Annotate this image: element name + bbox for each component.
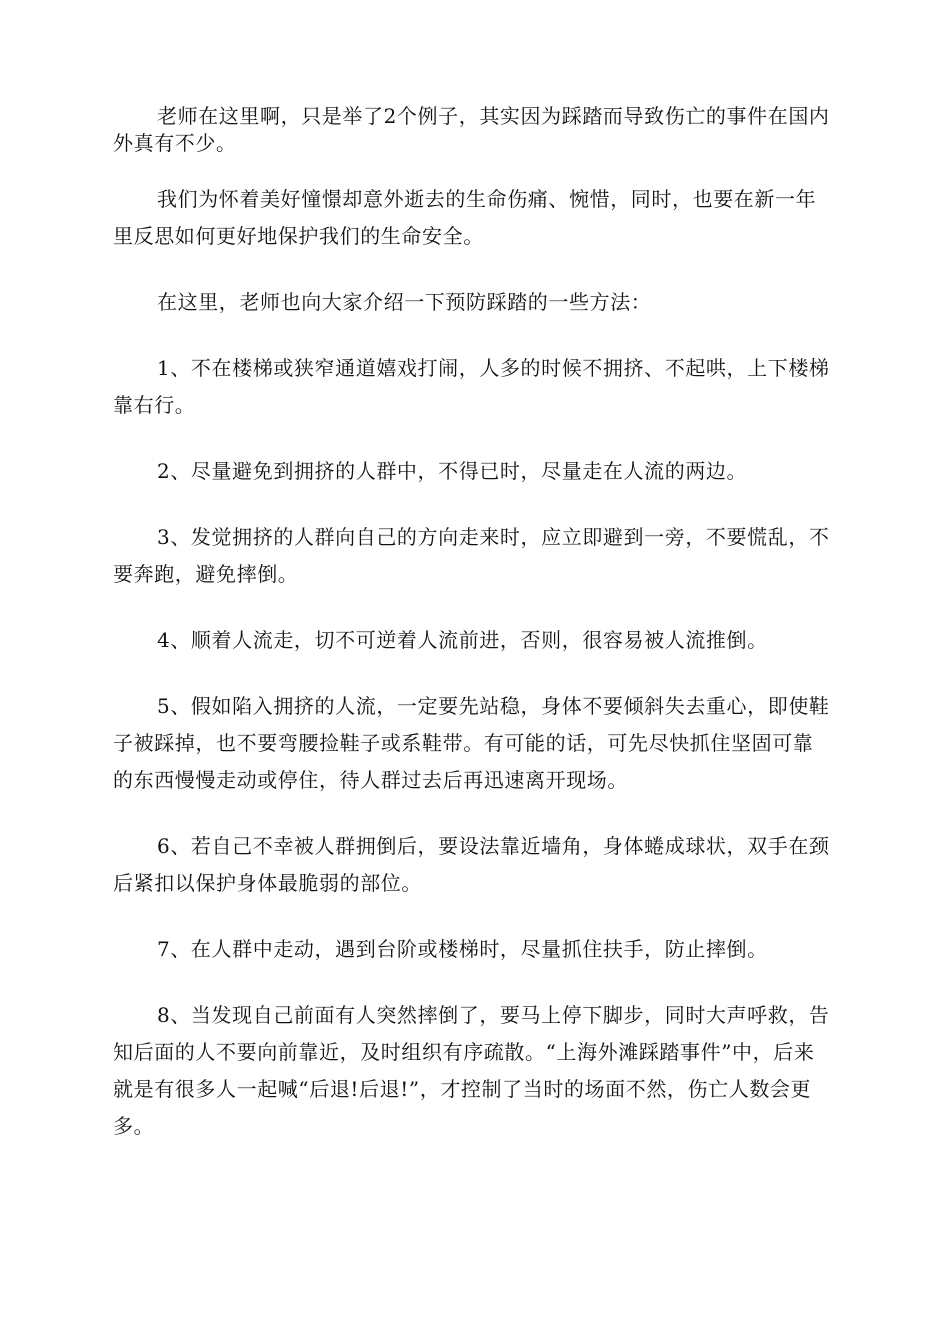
paragraph-intro-examples: 老师在这里啊，只是举了2个例子，其实因为踩踏而导致伤亡的事件在国内外真有不少。 (113, 104, 830, 155)
list-item-5: 5、假如陷入拥挤的人流，一定要先站稳，身体不要倾斜失去重心，即使鞋子被踩掉，也不要弯腰捡鞋子或系鞋带。有可能的话，可先尽快抓住坚固可靠的东西慢慢走动或停住，待人群过去后再迅速离开现场。 (113, 694, 830, 792)
list-item-1: 1、不在楼梯或狭窄通道嬉戏打闹，人多的时候不拥挤、不起哄，上下楼梯靠右行。 (113, 356, 830, 417)
list-item-8: 8、当发现自己前面有人突然摔倒了，要马上停下脚步，同时大声呼救，告知后面的人不要向前靠近，及时组织有序疏散。“上海外滩踩踏事件”中，后来就是有很多人一起喊“后退!后退!”，才控制了当时的场面不然，伤亡人数会更多。 (113, 1003, 830, 1138)
list-item-7: 7、在人群中走动，遇到台阶或楼梯时，尽量抓住扶手，防止摔倒。 (157, 937, 768, 961)
list-item-2: 2、尽量避免到拥挤的人群中，不得已时，尽量走在人流的两边。 (157, 459, 748, 483)
paragraph-reflection: 我们为怀着美好憧憬却意外逝去的生命伤痛、惋惜，同时，也要在新一年里反思如何更好地保护我们的生命安全。 (113, 187, 817, 248)
list-item-4: 4、顺着人流走，切不可逆着人流前进，否则，很容易被人流推倒。 (157, 628, 768, 652)
list-item-3: 3、发觉拥挤的人群向自己的方向走来时，应立即避到一旁，不要慌乱，不要奔跑，避免摔倒。 (113, 525, 830, 586)
list-item-6: 6、若自己不幸被人群拥倒后，要设法靠近墙角，身体蜷成球状，双手在颈后紧扣以保护身体最脆弱的部位。 (113, 834, 830, 895)
document-body (113, 103, 833, 1174)
paragraph-methods-intro: 在这里，老师也向大家介绍一下预防踩踏的一些方法： (157, 290, 652, 314)
